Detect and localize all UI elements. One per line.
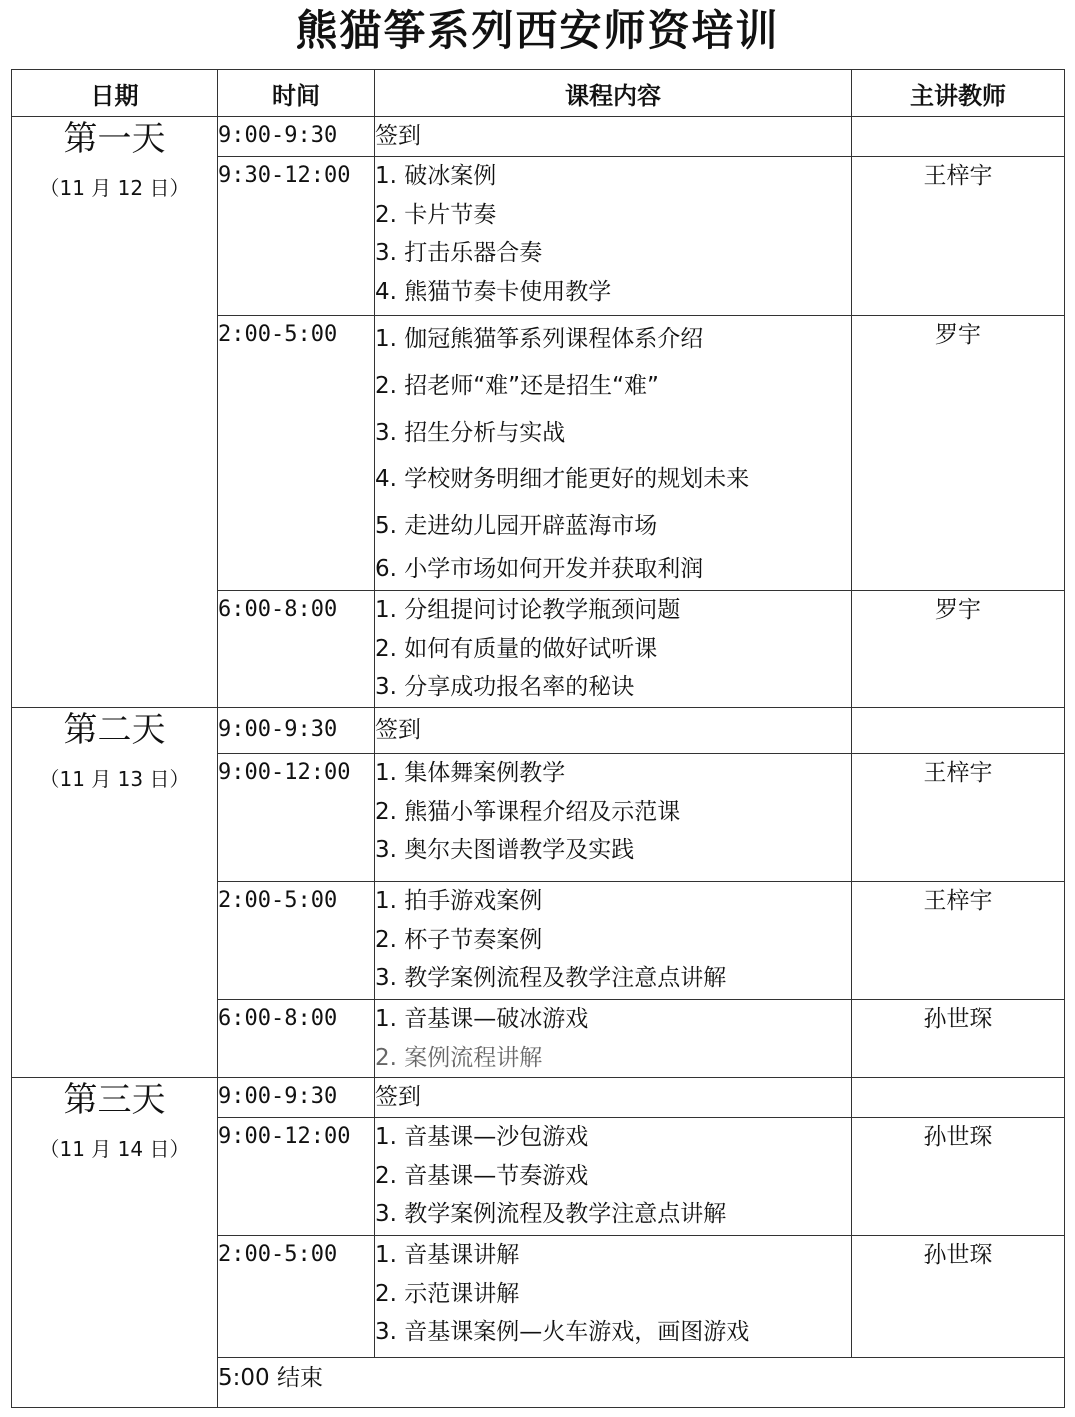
day-cell [12,708,218,1078]
header-time: 时间 [218,70,375,117]
list-item: 1. 分组提问讨论教学瓶颈问题 [375,597,681,623]
list-item: 1. 拍手游戏案例 [375,888,543,914]
day-name: 第一天 [63,119,166,159]
teacher-cell: 孙世琛 [852,1236,1065,1358]
list-item: 2. 音基课—节奏游戏 [375,1162,589,1189]
teacher-cell [852,708,1065,754]
content-cell [375,882,852,1000]
list-item: 签到 [375,123,421,149]
content-cell [375,117,852,157]
time-cell: 2:00-5:00 [218,316,375,591]
content-cell [375,1118,852,1236]
list-item: 1. 音基课—沙包游戏 [375,1124,589,1151]
header-date: 日期 [12,70,218,117]
teacher-cell: 孙世琛 [852,1000,1065,1078]
time-cell: 9:00-9:30 [218,1078,375,1118]
list-item: 1. 音基课讲解 [375,1242,520,1269]
day-date: （11 月 14 日） [39,1137,190,1162]
table-row [12,1078,1065,1118]
day-date: （11 月 12 日） [39,176,190,200]
day-cell [12,1078,218,1408]
day-name: 第二天 [63,710,166,750]
content-cell [375,316,852,591]
list-item: 3. 奥尔夫图谱教学及实践 [375,837,635,864]
content-cell [375,157,852,316]
list-item: 5. 走进幼儿园开辟蓝海市场 [375,513,658,540]
schedule-table [11,69,1065,1408]
content-cell [375,1078,852,1118]
day-date: （11 月 13 日） [39,767,190,791]
page-title: 熊猫筝系列西安师资培训 [295,6,780,55]
teacher-cell: 王梓宇 [852,157,1065,316]
time-cell: 9:30-12:00 [218,157,375,316]
list-item: 2. 招老师“难”还是招生“难” [375,372,659,399]
list-item: 4. 学校财务明细才能更好的规划未来 [375,466,750,493]
content-cell [375,591,852,708]
time-cell: 9:00-9:30 [218,708,375,754]
list-item: 2. 示范课讲解 [375,1280,520,1307]
list-item: 2. 熊猫小筝课程介绍及示范课 [375,798,681,825]
list-item: 1. 伽冠熊猫筝系列课程体系介绍 [375,326,704,352]
list-item: 6. 小学市场如何开发并获取利润 [375,555,704,582]
list-item: 2. 案例流程讲解 [375,1044,543,1071]
list-item: 3. 教学案例流程及教学注意点讲解 [375,965,727,992]
teacher-cell: 罗宇 [852,316,1065,591]
teacher-cell: 王梓宇 [852,754,1065,882]
list-item: 1. 音基课—破冰游戏 [375,1006,589,1032]
end-cell: 5:00 结束 [218,1358,1065,1408]
header-teacher: 主讲教师 [852,70,1065,117]
day-cell [12,117,218,708]
content-cell [375,708,852,754]
table-row [12,708,1065,754]
list-item: 1. 集体舞案例教学 [375,760,566,786]
list-item: 2. 卡片节奏 [375,201,497,228]
list-item: 2. 杯子节奏案例 [375,926,543,953]
time-cell: 9:00-12:00 [218,1118,375,1236]
list-item: 3. 音基课案例—火车游戏，画图游戏 [375,1319,750,1346]
header-content: 课程内容 [375,70,852,117]
list-item: 2. 如何有质量的做好试听课 [375,635,658,662]
list-item: 签到 [375,717,421,743]
time-cell: 9:00-12:00 [218,754,375,882]
list-item: 4. 熊猫节奏卡使用教学 [375,278,612,305]
time-cell: 2:00-5:00 [218,882,375,1000]
time-cell: 6:00-8:00 [218,1000,375,1078]
list-item: 3. 教学案例流程及教学注意点讲解 [375,1201,727,1228]
time-cell: 6:00-8:00 [218,591,375,708]
time-cell: 9:00-9:30 [218,117,375,157]
teacher-cell: 王梓宇 [852,882,1065,1000]
teacher-cell: 罗宇 [852,591,1065,708]
content-cell [375,754,852,882]
list-item: 3. 打击乐器合奏 [375,240,543,267]
table-row [12,117,1065,157]
day-name: 第三天 [63,1080,166,1121]
list-item: 签到 [375,1084,421,1111]
content-cell [375,1000,852,1078]
content-cell [375,1236,852,1358]
teacher-cell: 孙世琛 [852,1118,1065,1236]
time-cell: 2:00-5:00 [218,1236,375,1358]
teacher-cell [852,117,1065,157]
header-row [12,70,1065,117]
teacher-cell [852,1078,1065,1118]
list-item: 1. 破冰案例 [375,163,497,189]
list-item: 3. 分享成功报名率的秘诀 [375,674,635,701]
list-item: 3. 招生分析与实战 [375,419,566,446]
